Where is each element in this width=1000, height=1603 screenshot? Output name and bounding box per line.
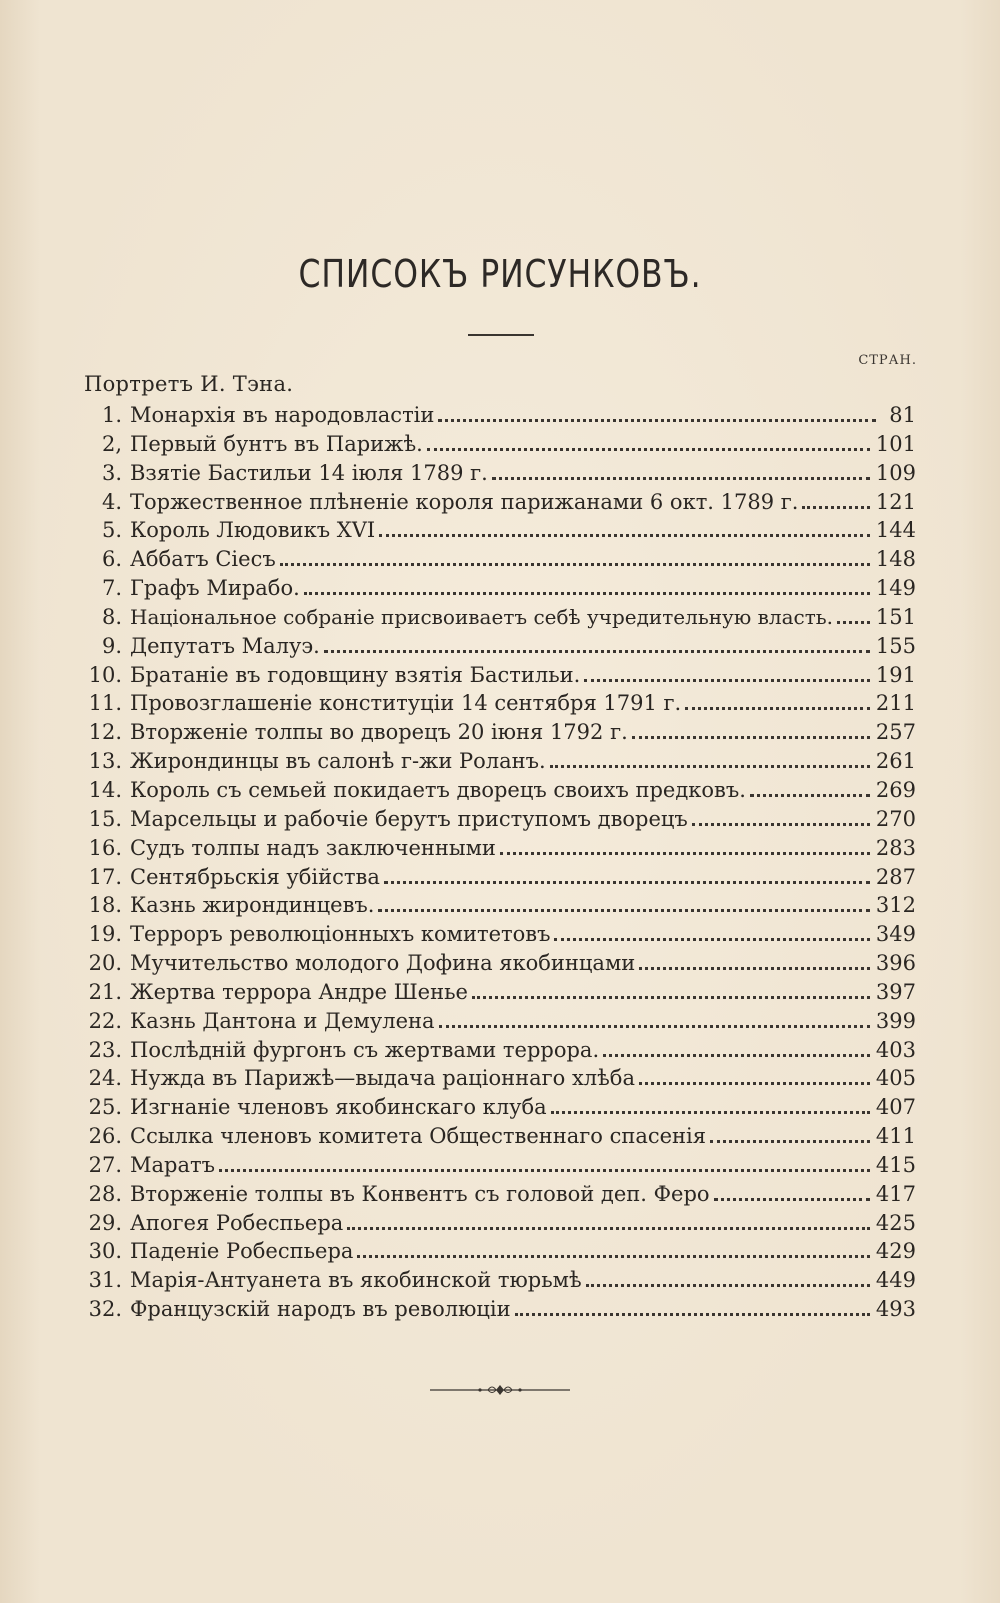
entry-page-number: 109 (875, 460, 916, 485)
entry-title: Паденіе Робеспьера (130, 1239, 354, 1264)
entry-page-number: 449 (875, 1268, 916, 1293)
entry-title: Жертва террора Андре Шенье (130, 979, 468, 1004)
entry-number: 2, (101, 431, 122, 456)
entry-number: 17. (88, 864, 122, 889)
entry-title: Послѣдній фургонъ съ жертвами террора. (130, 1037, 600, 1062)
dot-leader (710, 1140, 870, 1143)
entry-number: 5. (101, 518, 122, 543)
dot-leader (280, 563, 870, 566)
list-item (78, 978, 918, 1007)
entry-number: 20. (88, 951, 122, 976)
entry-number: 28. (88, 1181, 122, 1206)
entry-number: 4. (101, 489, 122, 514)
entry-page-number: 312 (875, 893, 916, 918)
dot-leader (639, 967, 870, 970)
entry-page-number: 151 (875, 604, 916, 629)
list-item (78, 834, 918, 863)
dot-leader (379, 534, 870, 537)
entry-page-number: 396 (875, 951, 916, 976)
entry-number: 13. (88, 749, 122, 774)
dot-leader (472, 996, 870, 999)
entry-page-number: 257 (875, 720, 916, 745)
list-item (78, 1266, 918, 1295)
list-item (78, 1209, 918, 1238)
dot-leader (639, 1082, 870, 1085)
entry-number: 18. (88, 893, 122, 918)
entry-page-number: 148 (875, 547, 916, 572)
entry-number: 7. (101, 576, 122, 601)
list-item (78, 401, 918, 430)
list-item (78, 949, 918, 978)
list-item (78, 545, 918, 574)
entry-title: Терроръ революціонныхъ комитетовъ (130, 922, 551, 947)
entry-page-number: 429 (875, 1239, 916, 1264)
entry-title: Казнь жирондинцевъ. (130, 893, 375, 918)
entry-number: 21. (88, 979, 122, 1004)
entry-number: 1. (101, 403, 122, 427)
list-item (78, 891, 918, 920)
entry-title: Марсельцы и рабочіе берутъ приступомъ дворецъ (130, 806, 688, 831)
entry-title: Депутатъ Малуэ. (130, 633, 320, 658)
entry-title: Марія-Антуанета въ якобинской тюрьмѣ (130, 1268, 582, 1293)
entry-number: 22. (88, 1008, 122, 1033)
entry-page-number: 417 (875, 1181, 916, 1206)
list-item (78, 430, 918, 459)
entry-number: 11. (88, 691, 122, 716)
entry-page-number: 283 (875, 835, 916, 860)
entry-title: Король Людовикъ XVI (130, 518, 376, 543)
list-item (78, 1064, 918, 1093)
list-item (78, 718, 918, 747)
entry-number: 12. (88, 720, 122, 745)
entry-number: 8. (101, 604, 122, 629)
entry-number: 23. (88, 1037, 122, 1062)
list-item (78, 1151, 918, 1180)
entry-title: Національное собраніе присвоиваетъ себѣ учредительную власть. (130, 604, 833, 629)
dot-leader (554, 938, 869, 941)
list-item (78, 1180, 918, 1209)
list-item (78, 1237, 918, 1266)
entry-title: Аббатъ Сіесъ (130, 547, 276, 572)
list-item (78, 1093, 918, 1122)
entry-number: 9. (101, 633, 122, 658)
entry-title: Маратъ (130, 1152, 215, 1177)
dot-leader (551, 1111, 870, 1114)
list-item (78, 603, 918, 632)
entry-page-number: 81 (889, 403, 916, 427)
dot-leader (384, 881, 870, 884)
entry-number: 10. (88, 662, 122, 687)
entry-page-number: 407 (875, 1095, 916, 1120)
list-item (78, 689, 918, 718)
list-item (78, 1007, 918, 1036)
dot-leader (692, 823, 870, 826)
entry-title: Ссылка членовъ комитета Общественнаго спасенія (130, 1124, 707, 1149)
entry-title: Апогея Робеспьера (130, 1210, 344, 1235)
entry-title: Король съ семьей покидаетъ дворецъ своихъ предковъ. (130, 777, 746, 802)
dot-leader (439, 1025, 870, 1028)
dot-leader (378, 909, 869, 912)
entry-title: Нужда въ Парижѣ—выдача раціоннаго хлѣба (130, 1066, 635, 1091)
entry-number: 32. (88, 1297, 122, 1322)
entry-number: 6. (101, 547, 122, 572)
entry-title: Вторженіе толпы въ Конвентъ съ головой деп. Феро (130, 1181, 710, 1206)
entry-title: Взятіе Бастильи 14 іюля 1789 г. (130, 460, 488, 485)
entry-page-number: 397 (875, 979, 916, 1004)
page-title: СПИСОКЪ РИСУНКОВЪ. (298, 252, 702, 296)
entry-page-number: 403 (875, 1037, 916, 1062)
entry-page-number: 191 (875, 662, 916, 687)
list-item (78, 1295, 918, 1324)
entry-title: Казнь Дантона и Демулена (130, 1008, 435, 1033)
entry-number: 31. (88, 1268, 122, 1293)
dot-leader (357, 1255, 869, 1258)
list-item (78, 1122, 918, 1151)
dot-leader (584, 679, 870, 682)
entry-title: Первый бунтъ въ Парижѣ. (130, 431, 423, 456)
dot-leader (603, 1054, 870, 1057)
entry-number: 27. (88, 1152, 122, 1177)
entry-number: 15. (88, 806, 122, 831)
entry-page-number: 269 (875, 777, 916, 802)
illustrations-list (78, 401, 918, 1324)
entry-number: 19. (88, 922, 122, 947)
entry-number: 25. (88, 1095, 122, 1120)
entry-number: 26. (88, 1124, 122, 1149)
list-item (78, 459, 918, 488)
list-item (78, 1036, 918, 1065)
entry-page-number: 349 (875, 922, 916, 947)
dot-leader (685, 707, 870, 710)
entry-number: 30. (88, 1239, 122, 1264)
entry-page-number: 144 (875, 518, 916, 543)
list-item (78, 776, 918, 805)
dot-leader (515, 1313, 870, 1316)
entry-number: 14. (88, 777, 122, 802)
entry-title: Монархія въ народовластіи (130, 403, 435, 427)
entry-page-number: 405 (875, 1066, 916, 1091)
entry-number: 3. (101, 460, 122, 485)
dot-leader (492, 477, 870, 480)
entry-title: Сентябрьскія убійства (130, 864, 380, 889)
list-item (78, 488, 918, 517)
list-item (78, 747, 918, 776)
dot-leader (500, 852, 870, 855)
entry-title: Мучительство молодого Дофина якобинцами (130, 951, 636, 976)
entry-page-number: 211 (875, 691, 916, 716)
entry-title: Вторженіе толпы во дворецъ 20 іюня 1792 г. (130, 720, 628, 745)
entry-page-number: 155 (875, 633, 916, 658)
dot-leader (837, 621, 870, 624)
dot-leader (802, 506, 869, 509)
dot-leader (427, 448, 870, 451)
entry-title: Графъ Мирабо. (130, 576, 300, 601)
entry-title: Судъ толпы надъ заключенными (130, 835, 496, 860)
entry-page-number: 415 (875, 1152, 916, 1177)
dot-leader (219, 1169, 870, 1172)
entry-title: Провозглашеніе конституціи 14 сентября 1791 г. (130, 691, 682, 716)
entry-page-number: 493 (875, 1297, 916, 1322)
dot-leader (586, 1284, 870, 1287)
list-item (78, 632, 918, 661)
list-item (78, 574, 918, 603)
dot-leader (304, 592, 870, 595)
entry-page-number: 411 (875, 1124, 916, 1149)
dot-leader (750, 794, 870, 797)
list-item (78, 661, 918, 690)
dot-leader (632, 736, 870, 739)
tailpiece-ornament-icon (430, 1383, 570, 1397)
dot-leader (347, 1227, 870, 1230)
list-item (78, 516, 918, 545)
entry-title: Изгнаніе членовъ якобинскаго клуба (130, 1095, 547, 1120)
dot-leader (550, 765, 870, 768)
list-item (78, 920, 918, 949)
entry-page-number: 121 (875, 489, 916, 514)
entry-number: 16. (88, 835, 122, 860)
entry-title: Жирондинцы въ салонѣ г-жи Роланъ. (130, 749, 546, 774)
dot-leader (714, 1198, 870, 1201)
entry-title: Французскій народъ въ революціи (130, 1297, 511, 1322)
entry-page-number: 399 (875, 1008, 916, 1033)
entry-page-number: 101 (875, 431, 916, 456)
entry-page-number: 261 (875, 749, 916, 774)
entry-title: Торжественное плѣненіе короля парижанами 6 окт. 1789 г. (130, 489, 799, 514)
entry-page-number: 287 (875, 864, 916, 889)
entry-page-number: 425 (875, 1210, 916, 1235)
entry-page-number: 270 (875, 806, 916, 831)
list-item (78, 863, 918, 892)
entry-number: 29. (88, 1210, 122, 1235)
page-column-header: СТРАН. (858, 353, 917, 368)
entry-number: 24. (88, 1066, 122, 1091)
entry-title: Братаніе въ годовщину взятія Бастильи. (130, 662, 581, 687)
entry-page-number: 149 (875, 576, 916, 601)
title-rule (468, 334, 534, 336)
list-item (78, 805, 918, 834)
portrait-entry: Портретъ И. Тэна. (84, 372, 294, 396)
dot-leader (438, 419, 876, 422)
dot-leader (324, 650, 870, 653)
